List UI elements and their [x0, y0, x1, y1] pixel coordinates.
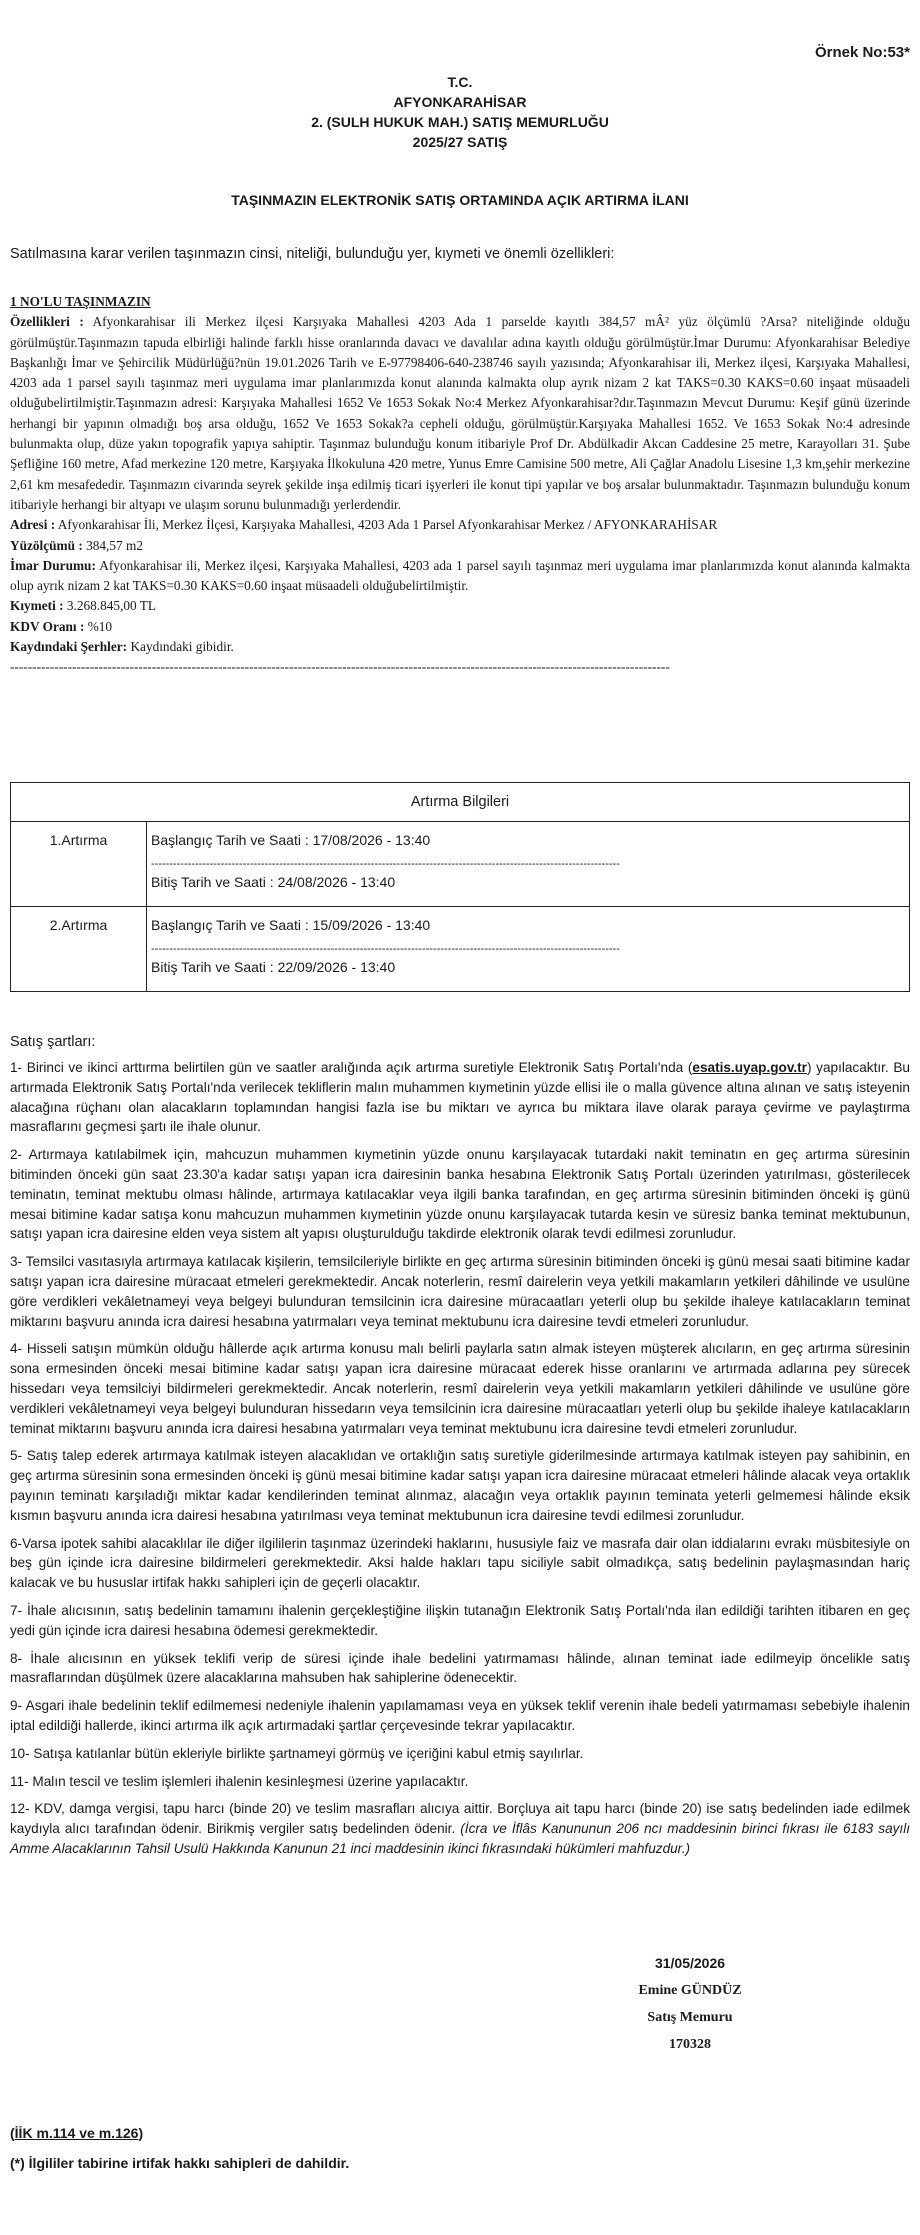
adres-value: Afyonkarahisar İli, Merkez İlçesi, Karşıyaka Mahallesi, 4203 Ada 1 Parsel Afyonkarahisar Merkez / AFYONKARAHİSAR	[57, 517, 718, 533]
artirma-header: Artırma Bilgileri	[11, 783, 910, 822]
header-line-tc: T.C.	[447, 74, 473, 90]
sart-item-4: 4- Hisseli satışın mümkün olduğu hâllerde açık artırma konusu malı belirli paylarla satın almak isteyen müşterek alıcıların, en geç artırma süresinin sona ermesinden önceki mesai bitimine kadar satışı yapan icra dairesine müracaat ederek hisse oranlarını ve artırmada adlarına pey sürecek hissedarı veya temsilciyi bildirmeleri gerekmektedir. Ancak noterlerin, resmî dairelerin veya yetkili makamların yetkileri dâhilinde ve usulüne göre verdikleri vekâletnameyi veya belgeyi bulunduran hissedarın veya temsilcinin icra dairesine müracaatları yeterli olup bu şekilde ihaleye katılacakların teminat miktarını başvuru anında icra dairesi hesabına yatırmaları veya teminat mektubunu icra dairesine tevdi etmeleri zorunludur.	[10, 1341, 910, 1436]
serh-value: Kaydındaki gibidir.	[130, 639, 234, 655]
page-title: TAŞINMAZIN ELEKTRONİK SATIŞ ORTAMINDA AÇIK ARTIRMA İLANI	[231, 192, 689, 208]
sart-item-2: 2- Artırmaya katılabilmek için, mahcuzun muhammen kıymetinin yüzde onunu karşılayacak tutardaki nakit teminatın en geç artırma süresinin bitiminden önceki gün saat 23.30'a kadar satışı yapan icra dairesinin banka hesabına Elektronik Satış Portalı üzerinden yatırılması, gösterilecek teminatın, teminat mektubu olması hâlinde, artırmaya katılacaklar veya ilgili banka tarafından, en geç artırma süresinin bitiminden önceki iş günü mesai bitimine kadar satışa konu mahcuzun muhammen kıymetinin yüzde onunu karşılayacak tutarda kesin ve süresiz banka teminat mektubunun, satışı yapan icra dairesine elden veya sistem alt yapısı oluşturulduğu takdirde elektronik olarak tevdi edilmesi zorunludur.	[10, 1147, 910, 1242]
header-line-file: 2025/27 SATIŞ	[412, 134, 508, 150]
serh-label: Kaydındaki Şerhler:	[10, 639, 128, 655]
artirma-label: 2.Artırma	[11, 907, 147, 992]
ozellikleri-label: Özellikleri :	[10, 314, 84, 330]
sart-item-3: 3- Temsilci vasıtasıyla artırmaya katılacak kişilerin, temsilcileriyle birlikte en geç artırma süresinin bitiminden önceki iş günü mesai saati bitimine kadar satışı yapan icra dairesine müracaat etmeleri gerekmektedir. Ancak noterlerin, resmî dairelerin veya yetkili makamların yetkileri dâhilinde ve usulüne göre verdikleri vekâletnameyi veya belgeyi bulunduran temsilcinin icra dairesine müracaatları yeterli olup bu şekilde ihaleye katılacakların teminat miktarını başvuru anında icra dairesi hesabına yatırmaları veya teminat mektubunu icra dairesine tevdi etmeleri zorunludur.	[10, 1254, 910, 1329]
tasinmaz-section	[10, 292, 910, 678]
artirma-table	[10, 782, 910, 992]
sart-item-12	[10, 1799, 910, 1858]
artirma-dates	[147, 822, 910, 907]
ref-open: (	[10, 2125, 15, 2141]
tasinmaz-kdv	[10, 617, 910, 637]
header-line-city: AFYONKARAHİSAR	[393, 94, 527, 110]
tasinmaz-imar	[10, 556, 910, 597]
ozellikleri-value: Afyonkarahisar ili Merkez ilçesi Karşıyaka Mahallesi 4203 Ada 1 parselde kayıtlı 384,57 mÂ² yüz ölçümlü ?Arsa? niteliğinde olduğu görülmüştür.Taşınmazın tapuda elbirliği halinde farklı hisse oranlarında davacı ve davalılar adına kayıtlı olduğu görülmüştür.İmar Durumu: Afyonkarahisar Belediye Başkanlığı İmar ve Şehircilik Müdürlüğü?nün 19.01.2026 Tarih ve E-97798406-640-238746 sayılı yazısında; Afyonkarahisar ili, Merkez ilçesi, Karşıyaka Mahallesi, 4203 ada 1 parsel sayılı taşınmaz meri uygulama imar planlarımızda konut alanında kalmakta olup ayrık nizam 2 kat TAKS=0.30 KAKS=0.60 inşaat müsaadeli olduğubelirtilmiştir.Taşınmazın adresi: Karşıyaka Mahallesi 1652 Ve 1653 Sokak No:4 Merkez Afyonkarahisar?dır.Taşınmazın Mevcut Durumu: Keşif günü üzerinde herhangi bir yapının olmadığı boş arsa olduğu, 1652 Ve 1653 Sokak?a cepheli olduğu, görülmüştür.Karşıyaka Mahallesi 1652. Ve 1653 Sokak No:4 adresinde bulunmakta olup, düze yakın topografik yapıya sahiptir. Taşınmaz bulunduğu konum itibariyle Prof Dr. Abdülkadir Akcan Caddesine 25 metre, Karayolları 31. Şube Şefliğine 160 metre, Afad merkezine 120 metre, Karşıyaka İlkokuluna 420 metre, Yunus Emre Camisine 500 metre, Ali Çağlar Anadolu Lisesine 1,3 km,şehir merkezine 2,61 km mesafededir. Taşınmazın civarında seyrek şekilde inşa edilmiş ticari işyerleri ile konut tipi yapılar ve boş arsalar bulunmaktadır. Taşınmazın bulunduğu konum itibariyle herhangi bir altyapı ve ulaşım sorunu bulunmadığı yerlerdendir.	[10, 314, 910, 512]
bitis-text: Bitiş Tarih ve Saati : 22/09/2026 - 13:40	[151, 959, 396, 975]
sart-item-10: 10- Satışa katılanlar bütün ekleriyle birlikte şartnameyi görmüş ve içeriğini kabul etmiş sayılırlar.	[10, 1745, 584, 1761]
tasinmaz-kiymeti	[10, 596, 910, 616]
sart-1-text-b: ) yapılacaktır. Bu artırmada Elektronik Satış Portalı'nda verilecek tekliflerin malın muhammen kıymetinin yüzde ellisi ile o malla güvence altına alınan ve satış isteyenin alacağına rüçhanı olan alacakların toplamından hangisi fazla ise bu miktarı ve ayrıca bu miktara ilave olarak paraya çevirme ve paylaştırma masraflarını geçmesi şartı ile ihale olunur.	[10, 1060, 910, 1135]
sart-12-italic: (İcra ve İflâs Kanununun 206 ncı maddesinin birinci fıkrası ile 6183 sayılı Amme Alacaklarının Tahsil Usulü Hakkında Kanunun 21 inci maddesinin ikinci fıkrasındaki hükümleri mahfuzdur.)	[10, 1821, 910, 1856]
artirma-separator: --------------------------------------------------------------------------------------------------------------------------------	[151, 858, 620, 870]
satis-sartlari-title: Satış şartları:	[10, 1034, 96, 1050]
footer-note: (*) İlgililer tabirine irtifak hakkı sahipleri de dahildir.	[10, 2155, 350, 2171]
bitis-text: Bitiş Tarih ve Saati : 24/08/2026 - 13:40	[151, 874, 396, 890]
tasinmaz-yuzolcumu	[10, 536, 910, 556]
baslangic-text: Başlangıç Tarih ve Saati : 15/09/2026 - 13:40	[151, 917, 431, 933]
esatis-link[interactable]: esatis.uyap.gov.tr	[692, 1060, 807, 1075]
kiymeti-label: Kıymeti :	[10, 598, 64, 614]
artirma-separator: --------------------------------------------------------------------------------------------------------------------------------	[151, 943, 620, 955]
sart-item-6: 6-Varsa ipotek sahibi alacaklılar ile diğer ilgililerin taşınmaz üzerindeki haklarını, hususiyle faiz ve masrafa dair olan iddialarını evrakı müsbitesiyle on beş gün içinde icra dairesine bildirmeleri gerekmektedir. Aksi halde hakları tapu siciliyle sabit olmadıkça, satış bedelinin paylaşmasından hariç kalacak ve bu hususlar irtifak hakkı sahipleri için de geçerli olacaktır.	[10, 1535, 910, 1591]
kdv-label: KDV Oranı :	[10, 618, 85, 634]
sart-1-text-a: 1- Birinci ve ikinci arttırma belirtilen gün ve saatler aralığında açık artırma suretiyle Elektronik Satış Portalı'nda (	[10, 1060, 693, 1075]
artirma-row	[11, 822, 910, 907]
tasinmaz-adres	[10, 515, 910, 535]
header-line-office: 2. (SULH HUKUK MAH.) SATIŞ MEMURLUĞU	[311, 114, 609, 130]
signature-date: 31/05/2026	[654, 1955, 726, 1971]
signature-block	[570, 1950, 810, 2058]
yuzolcumu-value: 384,57 m2	[86, 537, 143, 553]
sart-item-7: 7- İhale alıcısının, satış bedelinin tamamını ihalenin gerçekleştiğine ilişkin tutanağın Elektronik Satış Portalı'nda ilan edildiği tarihten itibaren en geç yedi gün içinde icra dairesi hesabına ödemesi gerekmektedir.	[10, 1602, 910, 1638]
sart-item-8: 8- İhale alıcısının en yüksek teklifi verip de süresi içinde ihale bedelini yatırmaması hâlinde, alınan teminat iade edilmeyip öncelikle satış masraflarından düşülmek üzere alacaklarına mahsuben hak sahiplerine ödenecektir.	[10, 1650, 910, 1686]
tasinmaz-separator: -----------------------------------------------------------------------------------------------------------------------------------------------------	[10, 659, 670, 675]
imar-label: İmar Durumu:	[10, 557, 96, 573]
sart-12-text: 12- KDV, damga vergisi, tapu harcı (binde 20) ve teslim masrafları alıcıya aittir. Borçluya ait tapu harcı (binde 20) ise satış bedelinden iade edilmek kaydıyla alıcı tarafından ödenir. Birikmiş vergiler satış bedelinden ödenir.	[10, 1801, 910, 1837]
signature-name: Emine GÜNDÜZ	[638, 1983, 742, 1998]
sart-item-5: 5- Satış talep ederek artırmaya katılmak isteyen alacaklıdan ve ortaklığın satış suretiyle giderilmesinde artırmaya katılmak isteyen pay sahibinin, en geç artırma süresinin sona ermesinden önceki iş günü mesai bitimine kadar satışı yapan icra dairesine müracaat etmeleri hâlinde alacak veya ortaklık payının teminatı karşıladığı miktar kadar kendilerinden teminat alınmaz, alacağın veya ortaklık payının teminata yeterli gelmemesi hâlinde eksik kısmın başvuru anında icra dairesi hesabına yatırılması veya teminat mektubunun icra dairesine tevdi edilmesi zorunludur.	[10, 1448, 910, 1523]
yuzolcumu-label: Yüzölçümü :	[10, 537, 83, 553]
imar-value: Afyonkarahisar ili, Merkez ilçesi, Karşıyaka Mahallesi, 4203 ada 1 parsel sayılı taşınmaz meri uygulama imar planlarımızda konut alanında kalmakta olup ayrık nizam 2 kat TAKS=0.30 KAKS=0.60 inşaat müsaadeli olduğubelirtilmiştir.	[10, 557, 910, 594]
satis-sartlari-list	[10, 1058, 910, 1867]
signature-role: Satış Memuru	[647, 2010, 733, 2025]
footer-reference	[10, 2125, 143, 2141]
tasinmaz-serhler	[10, 637, 910, 657]
artirma-header-row	[11, 783, 910, 822]
artirma-label: 1.Artırma	[11, 822, 147, 907]
ref-close: )	[138, 2125, 144, 2141]
tasinmaz-heading: 1 NO'LU TAŞINMAZIN	[10, 294, 151, 309]
artirma-dates	[147, 907, 910, 992]
kiymeti-value: 3.268.845,00 TL	[66, 598, 157, 614]
artirma-row	[11, 907, 910, 992]
sart-item-9: 9- Asgari ihale bedelinin teklif edilmemesi nedeniyle ihalenin yapılamaması veya en yüksek teklif verenin ihale bedeli yatırmaması sebebiyle ihalenin iptal edildiği hallerde, ikinci artırma ilk açık artırmadaki şartlar çerçevesinde tekrar yapılacaktır.	[10, 1698, 910, 1733]
ornek-no: Örnek No:53*	[814, 44, 910, 61]
document-header	[10, 72, 910, 152]
sart-item-11: 11- Malın tescil ve teslim işlemleri ihalenin kesinleşmesi üzerine yapılacaktır.	[10, 1773, 469, 1789]
ref-link: İİK m.114 ve m.126	[14, 2125, 139, 2141]
signature-sicil: 170328	[669, 2037, 711, 2052]
intro-text: Satılmasına karar verilen taşınmazın cinsi, niteliği, bulunduğu yer, kıymeti ve önemli özellikleri:	[10, 246, 615, 262]
kdv-value: %10	[87, 618, 113, 634]
baslangic-text: Başlangıç Tarih ve Saati : 17/08/2026 - 13:40	[151, 832, 431, 848]
sart-item-1	[10, 1058, 910, 1137]
tasinmaz-ozellikleri	[10, 312, 910, 515]
adres-label: Adresi :	[10, 517, 56, 533]
